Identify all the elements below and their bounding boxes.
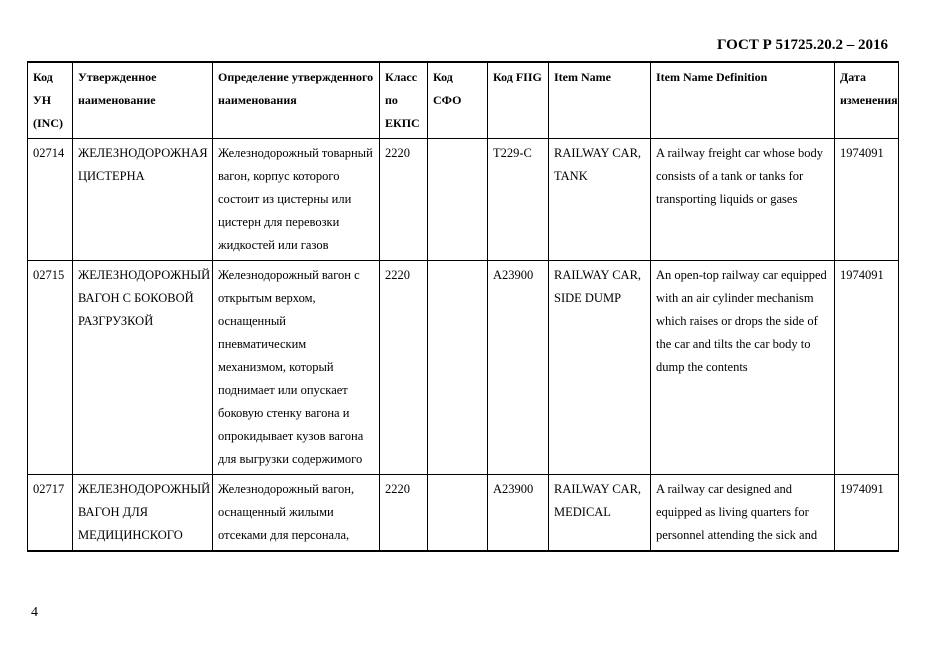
cell-class: 2220: [380, 139, 428, 261]
cell-name: ЖЕЛЕЗНОДОРОЖНЫЙ ВАГОН ДЛЯ МЕДИЦИНСКОГО: [73, 475, 213, 552]
cell-definition: Железнодорожный товарный вагон, корпус которого состоит из цистерны или цистерн для перевозки жидкостей или газов: [213, 139, 380, 261]
cell-fiig: A23900: [488, 261, 549, 475]
cell-item-def: A railway freight car whose body consists of a tank or tanks for transporting liquids or gases: [651, 139, 835, 261]
table-row: [28, 139, 899, 261]
table-row: [28, 475, 899, 552]
table-row: [28, 261, 899, 475]
cell-definition: Железнодорожный вагон, оснащенный жилыми отсеками для персонала,: [213, 475, 380, 552]
cell-fiig: T229-C: [488, 139, 549, 261]
cell-code: 02714: [28, 139, 73, 261]
column-header: Код УН (INC): [28, 62, 73, 139]
column-header: Утвержденное наименование: [73, 62, 213, 139]
column-header: Дата изменения: [835, 62, 899, 139]
header-row: [28, 62, 899, 139]
cell-sfo: [428, 139, 488, 261]
cell-name: ЖЕЛЕЗНОДОРОЖНЫЙ ВАГОН С БОКОВОЙ РАЗГРУЗКОЙ: [73, 261, 213, 475]
column-header: Код СФО: [428, 62, 488, 139]
column-header: Класс по ЕКПС: [380, 62, 428, 139]
cell-date: 1974091: [835, 261, 899, 475]
cell-class: 2220: [380, 261, 428, 475]
cell-sfo: [428, 475, 488, 552]
cell-code: 02715: [28, 261, 73, 475]
cell-item-def: A railway car designed and equipped as living quarters for personnel attending the sick and: [651, 475, 835, 552]
cell-name: ЖЕЛЕЗНОДОРОЖНАЯ ЦИСТЕРНА: [73, 139, 213, 261]
data-table: [27, 61, 899, 552]
page-number: 4: [31, 605, 38, 620]
cell-item-def: An open-top railway car equipped with an air cylinder mechanism which raises or drops the side of the car and tilts the car body to dump the contents: [651, 261, 835, 475]
cell-definition: Железнодорожный вагон с открытым верхом, оснащенный пневматическим механизмом, который поднимает или опускает боковую стенку вагона и опрокидывает кузов вагона для выгрузки содержимого: [213, 261, 380, 475]
column-header: Определение утвержденного наименования: [213, 62, 380, 139]
cell-item-name: RAILWAY CAR, MEDICAL: [549, 475, 651, 552]
cell-fiig: A23900: [488, 475, 549, 552]
cell-sfo: [428, 261, 488, 475]
cell-item-name: RAILWAY CAR, SIDE DUMP: [549, 261, 651, 475]
cell-class: 2220: [380, 475, 428, 552]
cell-item-name: RAILWAY CAR, TANK: [549, 139, 651, 261]
cell-date: 1974091: [835, 139, 899, 261]
column-header: Item Name Definition: [651, 62, 835, 139]
column-header: Item Name: [549, 62, 651, 139]
cell-date: 1974091: [835, 475, 899, 552]
cell-code: 02717: [28, 475, 73, 552]
document-header: ГОСТ Р 51725.20.2 – 2016: [716, 37, 888, 53]
column-header: Код FIIG: [488, 62, 549, 139]
